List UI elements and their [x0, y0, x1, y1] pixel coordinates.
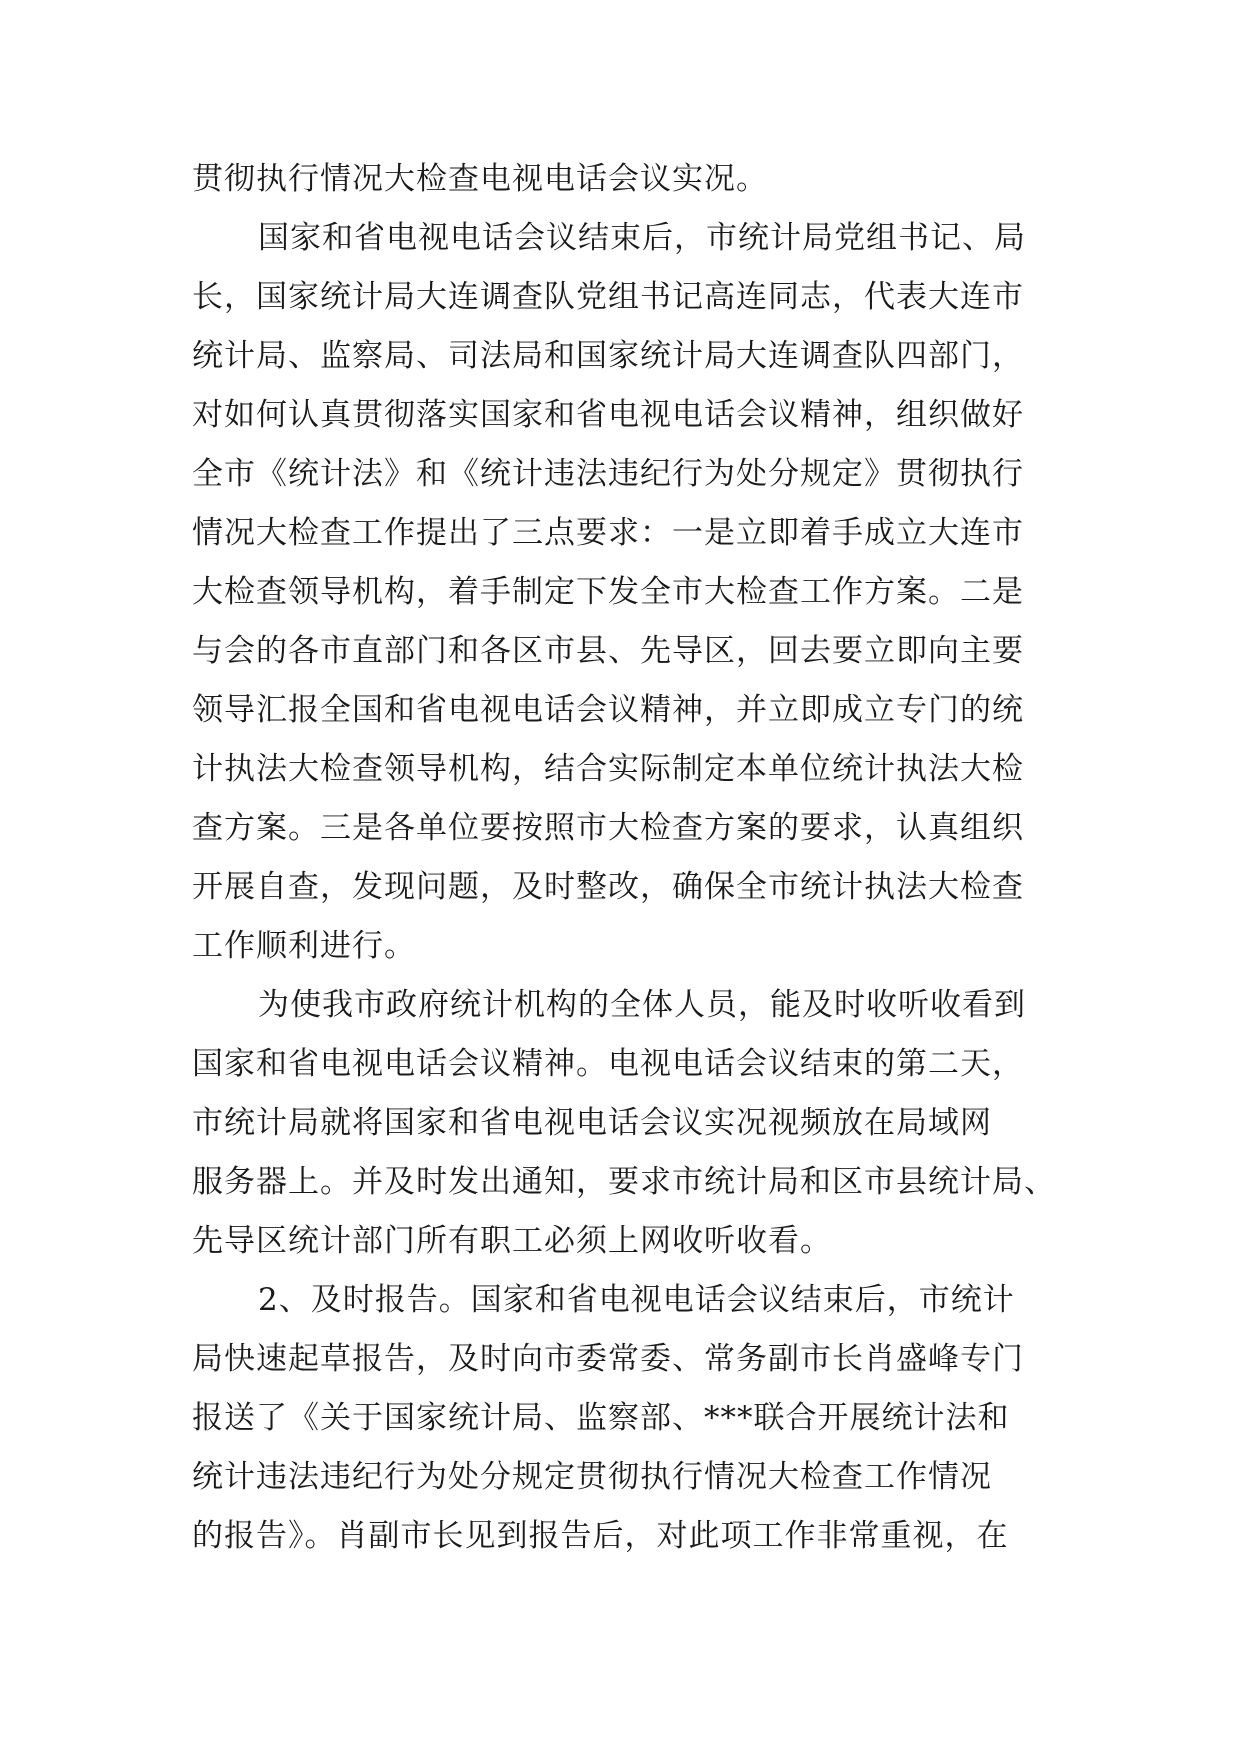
- text-line: 与会的各市直部门和各区市县、先导区，回去要立即向主要: [192, 633, 1024, 669]
- paragraph-start-line: 为使我市政府统计机构的全体人员，能及时收听收看到: [258, 987, 1026, 1023]
- text-line: 领导汇报全国和省电视电话会议精神，并立即成立专门的统: [192, 692, 1024, 728]
- text-line: 统计局、监察局、司法局和国家统计局大连调查队四部门，: [192, 338, 1024, 374]
- text-line: 先导区统计部门所有职工必须上网收听收看。: [192, 1223, 832, 1259]
- text-line: 报送了《关于国家统计局、监察部、***联合开展统计法和: [192, 1400, 1010, 1436]
- text-line: 大检查领导机构，着手制定下发全市大检查工作方案。二是: [192, 574, 1024, 610]
- text-line: 计执法大检查领导机构，结合实际制定本单位统计执法大检: [192, 751, 1024, 787]
- text-line: 对如何认真贯彻落实国家和省电视电话会议精神，组织做好: [192, 397, 1024, 433]
- text-line: 开展自查，发现问题，及时整改，确保全市统计执法大检查: [192, 869, 1024, 905]
- text-line: 统计违法违纪行为处分规定贯彻执行情况大检查工作情况: [192, 1459, 992, 1495]
- text-line: 长，国家统计局大连调查队党组书记高连同志，代表大连市: [192, 279, 1024, 315]
- text-line: 贯彻执行情况大检查电视电话会议实况。: [192, 161, 768, 197]
- text-line: 国家和省电视电话会议精神。电视电话会议结束的第二天，: [192, 1046, 1024, 1082]
- document-body: [192, 150, 1056, 1566]
- paragraph-start-line: 2、及时报告。国家和省电视电话会议结束后，市统计: [258, 1282, 1015, 1318]
- text-line: 服务器上。并及时发出通知，要求市统计局和区市县统计局、: [192, 1164, 1056, 1200]
- paragraph-start-line: 国家和省电视电话会议结束后，市统计局党组书记、局: [258, 220, 1026, 256]
- text-line: 查方案。三是各单位要按照市大检查方案的要求，认真组织: [192, 810, 1024, 846]
- text-line: 的报告》。肖副市长见到报告后，对此项工作非常重视，在: [192, 1518, 1009, 1554]
- text-line: 局快速起草报告，及时向市委常委、常务副市长肖盛峰专门: [192, 1341, 1024, 1377]
- text-line: 全市《统计法》和《统计违法违纪行为处分规定》贯彻执行: [192, 456, 1024, 492]
- text-line: 工作顺利进行。: [192, 928, 416, 964]
- text-line: 市统计局就将国家和省电视电话会议实况视频放在局域网: [192, 1105, 992, 1141]
- text-line: 情况大检查工作提出了三点要求：一是立即着手成立大连市: [192, 515, 1024, 551]
